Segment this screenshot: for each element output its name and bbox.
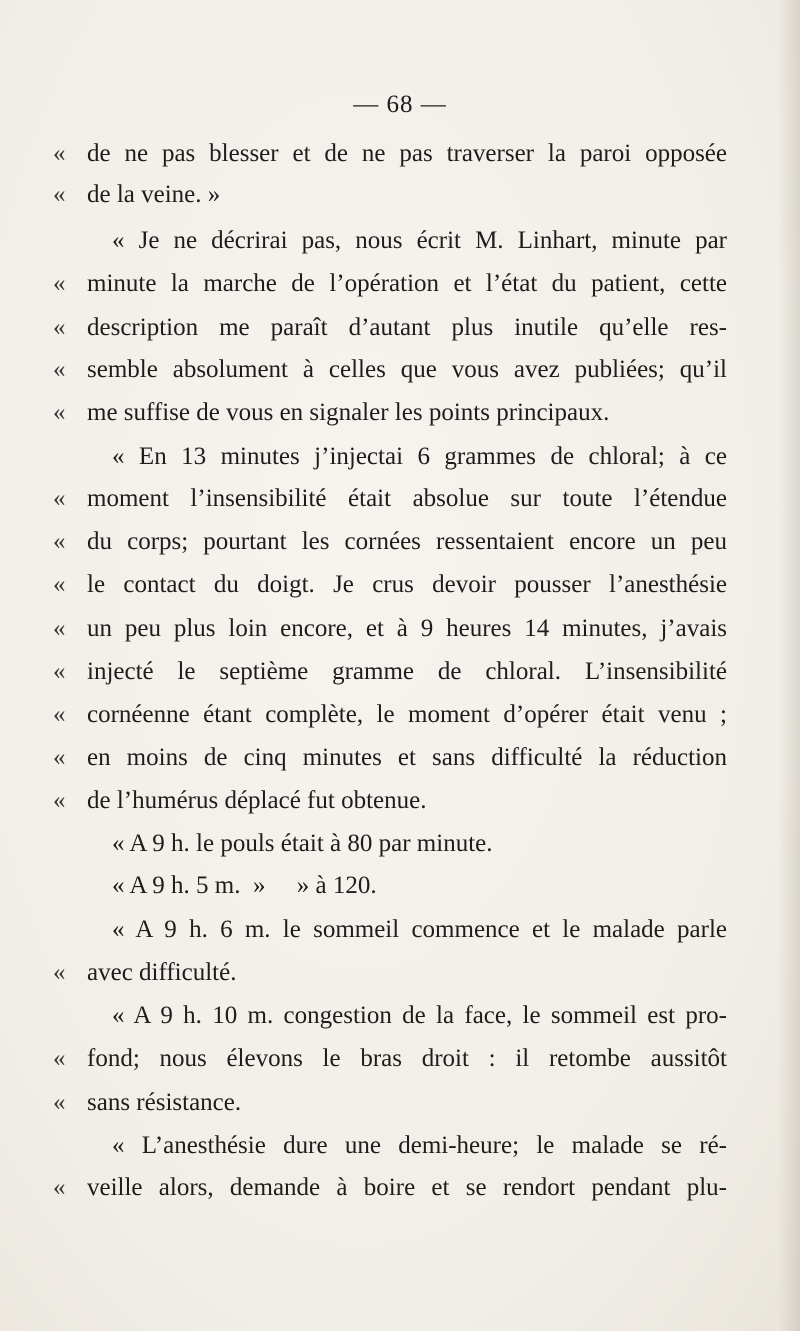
line-text: me suffise de vous en signaler les points principaux. xyxy=(87,399,610,426)
line-text: avec difficulté. xyxy=(87,959,237,986)
quote-mark: « xyxy=(53,270,66,297)
quote-mark: « xyxy=(53,1174,66,1201)
quote-mark: « xyxy=(53,1045,66,1072)
line-text: moment l’insensibilité était absolue sur toute l’étendue xyxy=(87,485,727,512)
quote-mark: « xyxy=(53,399,66,426)
quote-mark: « xyxy=(53,356,66,383)
line-text: de ne pas blesser et de ne pas traverser la paroi opposée xyxy=(87,140,727,167)
line-text: en moins de cinq minutes et sans difficulté la réduction xyxy=(87,744,727,771)
page-number-header: — 68 — xyxy=(353,91,447,118)
quote-mark: « xyxy=(53,140,66,167)
quote-mark: « xyxy=(53,485,66,512)
quote-mark: « xyxy=(53,181,66,208)
line-text: « Je ne décrirai pas, nous écrit M. Linhart, minute par xyxy=(112,227,727,254)
line-text: veille alors, demande à boire et se rendort pendant plu- xyxy=(87,1174,727,1201)
line-text: cornéenne étant complète, le moment d’opérer était venu ; xyxy=(87,701,727,728)
quote-mark: « xyxy=(53,528,66,555)
line-text: minute la marche de l’opération et l’état du patient, cette xyxy=(87,270,727,297)
line-text: semble absolument à celles que vous avez publiées; qu’il xyxy=(87,356,727,383)
line-text: « A 9 h. 5 m. » » à 120. xyxy=(112,872,377,899)
quote-mark: « xyxy=(53,571,66,598)
line-text: « En 13 minutes j’injectai 6 grammes de chloral; à ce xyxy=(112,443,727,470)
line-text: le contact du doigt. Je crus devoir pousser l’anesthésie xyxy=(87,571,727,598)
line-text: « A 9 h. 10 m. congestion de la face, le sommeil est pro- xyxy=(112,1002,727,1029)
line-text: description me paraît d’autant plus inutile qu’elle res- xyxy=(87,314,727,341)
line-text: injecté le septième gramme de chloral. L’insensibilité xyxy=(87,658,727,685)
quote-mark: « xyxy=(53,787,66,814)
line-text: de l’humérus déplacé fut obtenue. xyxy=(87,787,427,814)
line-text: « L’anesthésie dure une demi-heure; le malade se ré- xyxy=(112,1132,727,1159)
quote-mark: « xyxy=(53,701,66,728)
quote-mark: « xyxy=(53,658,66,685)
line-text: « A 9 h. 6 m. le sommeil commence et le malade parle xyxy=(112,916,727,943)
quote-mark: « xyxy=(53,959,66,986)
line-text: « A 9 h. le pouls était à 80 par minute. xyxy=(112,830,493,857)
quote-mark: « xyxy=(53,744,66,771)
quote-mark: « xyxy=(53,615,66,642)
line-text: sans résistance. xyxy=(87,1089,242,1116)
quote-mark: « xyxy=(53,314,66,341)
line-text: fond; nous élevons le bras droit : il retombe aussitôt xyxy=(87,1045,727,1072)
page-edge-shadow xyxy=(778,0,800,1331)
line-text: du corps; pourtant les cornées ressentaient encore un peu xyxy=(87,528,727,555)
line-text: de la veine. » xyxy=(87,181,221,208)
line-text: un peu plus loin encore, et à 9 heures 14 minutes, j’avais xyxy=(87,615,727,642)
quote-mark: « xyxy=(53,1089,66,1116)
